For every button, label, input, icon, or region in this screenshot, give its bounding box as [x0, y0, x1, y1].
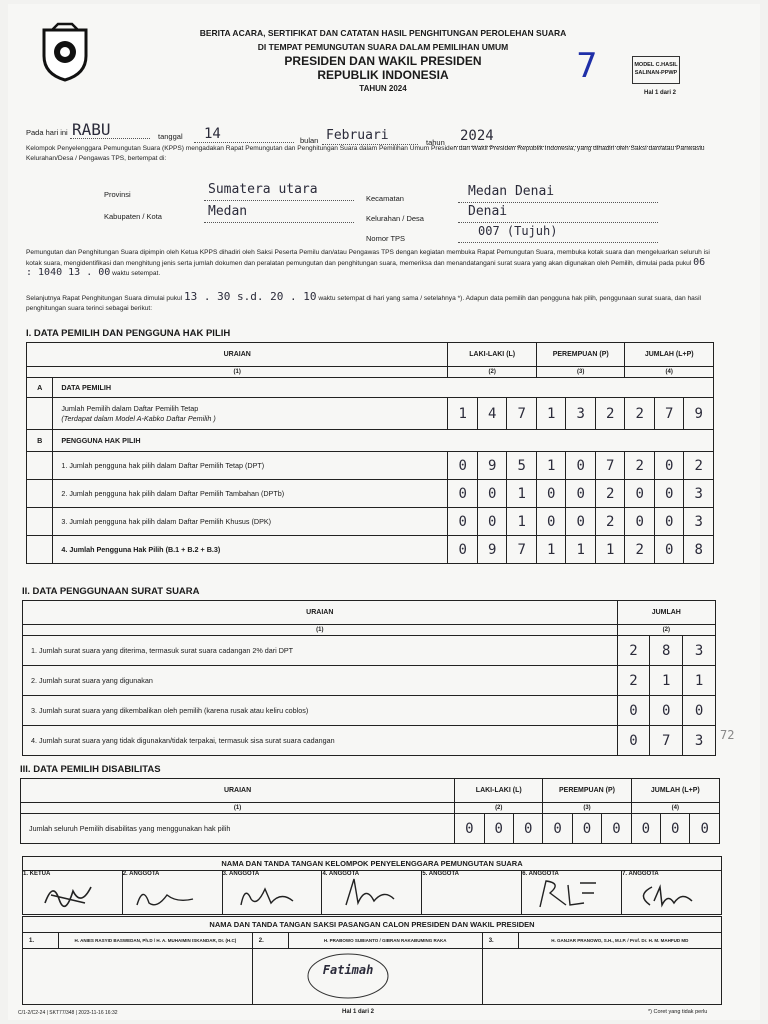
signature-anggota-3: 3. ANGGOTA	[222, 871, 322, 915]
data-pemilih-title: DATA PEMILIH	[53, 378, 714, 398]
tahun-value: 2024	[460, 128, 494, 144]
table-row: Jumlah seluruh Pemilih disabilitas yang menggunakan hak pilih 0 0 0 0 0 0 0 0 0	[21, 814, 720, 844]
signature-anggota-2: 2. ANGGOTA	[122, 871, 222, 915]
table-row: 4. Jumlah Pengguna Hak Pilih (B.1 + B.2 + B.3) 0 9 7 1 1 1 2 0 8	[27, 536, 714, 564]
tanggal-label: tanggal	[158, 132, 183, 141]
document-header	[148, 26, 618, 96]
section3-title: III. DATA PEMILIH DISABILITAS	[20, 764, 161, 775]
kabupaten-value: Medan	[208, 204, 248, 219]
saksi-2-signature	[252, 949, 482, 1005]
section1-col-p: PEREMPUAN (P)	[536, 343, 625, 367]
saksi-title: NAMA DAN TANDA TANGAN SAKSI PASANGAN CALON PRESIDEN DAN WAKIL PRESIDEN	[23, 917, 722, 933]
hari-value: RABU	[72, 120, 111, 139]
section1-title: I. DATA PEMILIH DAN PENGGUNA HAK PILIH	[26, 328, 231, 339]
signature-anggota-4: 4. ANGGOTA	[322, 871, 422, 915]
saksi-1-signature	[23, 949, 253, 1005]
provinsi-label: Provinsi	[104, 190, 131, 199]
signature-anggota-6: 6. ANGGOTA	[522, 871, 622, 915]
kelurahan-label: Kelurahan / Desa	[366, 214, 424, 223]
signature-icon	[536, 877, 606, 911]
table-row: 1. Jumlah surat suara yang diterima, termasuk surat suara cadangan 2% dari DPT 2 8 3	[23, 636, 716, 666]
provinsi-value: Sumatera utara	[208, 182, 318, 197]
handwritten-number: 7	[576, 46, 598, 86]
header-year: TAHUN 2024	[359, 84, 407, 93]
kpps-signature-table	[22, 856, 722, 915]
kecamatan-label: Kecamatan	[366, 194, 404, 203]
signature-icon	[632, 881, 702, 911]
paragraph1-time: 06 : 1040 13 . 00	[26, 256, 706, 278]
saksi-2-signature-name: Fatimah	[322, 963, 374, 977]
saksi-3-name: H. GANJAR PRANOWO, S.H., M.I.P. / Prof. Dr. H. M. MAHFUD MD	[518, 933, 721, 949]
page-label: Hal 1 dari 2	[644, 90, 677, 96]
kabupaten-label: Kabupaten / Kota	[104, 212, 162, 221]
section2-table: URAIAN JUMLAH (1) (2) 1. Jumlah surat suara yang diterima, termasuk surat suara cadangan 2% dari DPT 2 8 3 2. Jumlah surat suara yang digunakan 2 1 1 3. Jumlah surat suara yang dikembalikan oleh pemilih (karena rusak atau keliru coblos) 0 0 0 4. Jumlah surat suara yang tidak digunakan/tidak terpakai, termasuk sisa surat suara cadangan 0 7 3	[22, 600, 716, 756]
section3-col-l: LAKI-LAKI (L)	[455, 779, 543, 803]
signature-icon	[133, 883, 203, 913]
table-row: 2. Jumlah surat suara yang digunakan 2 1 1	[23, 666, 716, 696]
form-page	[8, 4, 760, 1020]
kpps-title: NAMA DAN TANDA TANGAN KELOMPOK PENYELENGGARA PEMUNGUTAN SUARA	[23, 857, 722, 871]
table-row: 1. Jumlah pengguna hak pilih dalam Daftar Pemilih Tetap (DPT) 0 9 5 1 0 7 2 0 2	[27, 452, 714, 480]
signature-icon	[237, 881, 297, 911]
section3-col-p: PEREMPUAN (P)	[543, 779, 631, 803]
footer-right: *) Coret yang tidak perlu	[648, 1009, 708, 1015]
model-box: MODEL C.HASIL SALINAN-PPWP	[632, 56, 680, 84]
table-row: 2. Jumlah pengguna hak pilih dalam Daftar Pemilih Tambahan (DPTb) 0 0 1 0 0 2 0 0 3	[27, 480, 714, 508]
tahun-label: tahun	[426, 138, 445, 147]
saksi-3-signature	[482, 949, 721, 1005]
footer-center: Hal 1 dari 2	[342, 1009, 375, 1015]
section2-col-uraian: URAIAN	[23, 601, 618, 625]
section1-col-l: LAKI-LAKI (L)	[448, 343, 537, 367]
table-row: 4. Jumlah surat suara yang tidak digunakan/tidak terpakai, termasuk sisa surat suara cadangan 0 7 3	[23, 726, 716, 756]
pengguna-hak-pilih-title: PENGGUNA HAK PILIH	[53, 430, 714, 452]
tps-value: 007 (Tujuh)	[478, 224, 558, 238]
section2-col-jml: JUMLAH	[617, 601, 715, 625]
table-row: Jumlah Pemilih dalam Daftar Pemilih Tetap (Terdapat dalam Model A-Kabko Daftar Pemilih ) 1 4 7 1 3 2 2 7 9	[27, 398, 714, 430]
signature-icon	[340, 875, 400, 909]
intro-text: Kelompok Penyelenggara Pemungutan Suara (KPPS) mengadakan Rapat Pemungutan dan Penghitungan Suara dalam Pemilihan Umum Presiden dan Wakil Presiden Republik Indonesia, yang dihadiri oleh Saksi dan/atau Panwaslu Kelurahan/Desa / Pengawas TPS, bertempat di:	[26, 145, 705, 162]
signature-icon	[303, 951, 393, 1001]
paragraph-1: Pemungutan dan Penghitungan Suara dipimpin oleh Ketua KPPS dihadiri oleh Saksi Peserta Pemilu dan/atau Pengawas TPS dengan kegiatan membuka Rapat Pemungutan Suara, membuka kotak suara dan mengeluarkan seluruh isi kotak suara, mengidentifikasi dan menghitung jenis serta jumlah dokumen dan peralatan pemungutan dan penghitungan suara, memeriksa dan menandatangani surat suara yang akan digunakan oleh Pemilih, dimulai pada pukul 06 : 1040 13 . 00 waktu setempat.	[26, 249, 710, 278]
kelurahan-value: Denai	[468, 204, 508, 219]
header-line3: PRESIDEN DAN WAKIL PRESIDEN	[284, 54, 482, 68]
header-line2: DI TEMPAT PEMUNGUTAN SUARA DALAM PEMILIHAN UMUM	[257, 42, 509, 52]
margin-note: 72	[720, 728, 735, 742]
kpu-logo-icon	[38, 22, 92, 82]
bulan-label: bulan	[300, 136, 319, 145]
saksi-signature-table: NAMA DAN TANDA TANGAN SAKSI PASANGAN CALON PRESIDEN DAN WAKIL PRESIDEN 1. H. ANIES RASYID BASWEDAN, Ph.D / H. A. MUHAIMIN ISKANDAR, Dr. (H.C) 2. H. PRABOWO SUBIANTO / GIBRAN RAKABUMING RAKA 3. H. GANJAR PRANOWO, S.H., M.I.P. / Prof. Dr. H. M. MAHFUD MD Fatimah	[22, 916, 722, 1005]
section1-col-uraian: URAIAN	[27, 343, 448, 367]
saksi-2-name: H. PRABOWO SUBIANTO / GIBRAN RAKABUMING RAKA	[288, 933, 482, 949]
footer-left: C/1-2/C2-24 | SKT77/348 | 2023-11-16 16:32	[18, 1010, 118, 1016]
saksi-1-name: H. ANIES RASYID BASWEDAN, Ph.D / H. A. MUHAIMIN ISKANDAR, Dr. (H.C)	[58, 933, 252, 949]
tanggal-value: 14	[204, 126, 221, 142]
tps-label: Nomor TPS	[366, 234, 406, 243]
kecamatan-value: Medan Denai	[468, 184, 555, 199]
section3-col-jml: JUMLAH (L+P)	[631, 779, 719, 803]
section2-title: II. DATA PENGGUNAAN SURAT SUARA	[22, 586, 200, 597]
table-row: 3. Jumlah surat suara yang dikembalikan oleh pemilih (karena rusak atau keliru coblos) 0 0 0	[23, 696, 716, 726]
table-row: 3. Jumlah pengguna hak pilih dalam Daftar Pemilih Khusus (DPK) 0 0 1 0 0 2 0 0 3	[27, 508, 714, 536]
section3-table: URAIAN LAKI-LAKI (L) PEREMPUAN (P) JUMLAH (L+P) (1) (2) (3) (4) Jumlah seluruh Pemilih disabilitas yang menggunakan hak pilih 0 0 0 0 0 0 0 0 0	[20, 778, 720, 844]
header-line1: BERITA ACARA, SERTIFIKAT DAN CATATAN HASIL PENGHITUNGAN PEROLEHAN SUARA	[199, 28, 567, 38]
signature-anggota-7: 7. ANGGOTA	[622, 871, 722, 915]
section3-col-uraian: URAIAN	[21, 779, 455, 803]
header-line4: REPUBLIK INDONESIA	[317, 68, 449, 82]
paragraph2-time: 13 . 30 s.d. 20 . 10	[184, 290, 317, 303]
signature-anggota-5: 5. ANGGOTA	[422, 871, 522, 915]
hari-label: Pada hari ini	[26, 128, 68, 137]
signature-ketua: 1. KETUA	[23, 871, 123, 915]
section1-table: URAIAN LAKI-LAKI (L) PEREMPUAN (P) JUMLAH (L+P) (1) (2) (3) (4) A DATA PEMILIH Jumlah Pemilih dalam Daftar Pemilih Tetap (Terdapat dalam Model A-Kabko Daftar Pemilih ) 1 4 7 1 3 2 2 7 9 B PENGGUNA HAK PILIH 1. Jumlah pengguna hak pilih dalam Daftar Pemilih Tetap (DPT) 0 9 5 1 0 7 2 0 2 2. Jumlah pengguna hak pilih dalam Daftar Pemilih Tambahan (DPTb) 0 0 1 0 0 2 0 0 3 3. Jumlah pengguna hak pilih dalam Daftar Pemilih Khusus (DPK) 0 0 1 0 0 2 0 0 3 4. Jumlah Pengguna Hak Pilih (B.1 + B.2 + B.3) 0 9 7 1 1 1 2 0 8	[26, 342, 714, 564]
section1-col-jml: JUMLAH (L+P)	[625, 343, 714, 367]
signature-icon	[41, 877, 101, 911]
paragraph-2: Selanjutnya Rapat Penghitungan Suara dimulai pukul 13 . 30 s.d. 20 . 10 waktu setempat di hari yang sama / setelahnya *). Adapun data pemilih dan pengguna hak pilih, penggunaan surat suara, dan hasil penghitungan suara terinci sebagai berikut:	[26, 290, 702, 312]
bulan-value: Februari	[326, 128, 389, 143]
